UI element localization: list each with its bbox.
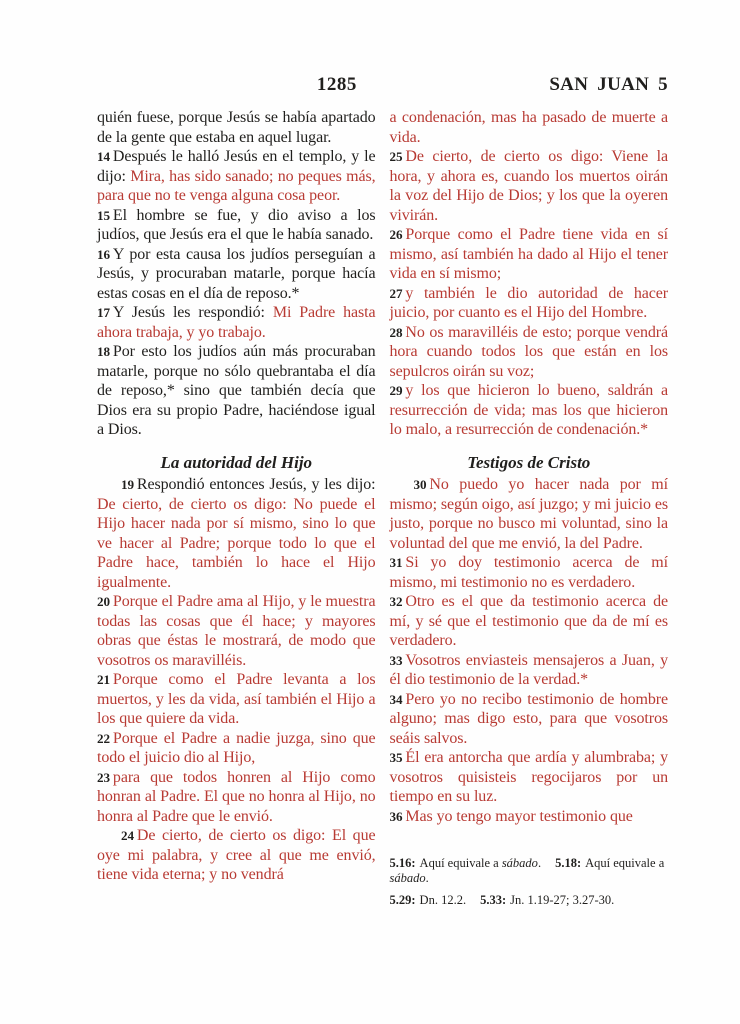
right-column — [390, 108, 669, 915]
red-letter-text: Porque el Padre ama al Hijo, y le muestra todas las cosas que él hace; y mayores obras que éstas le mostrará, de modo que vosotros os maravilléis. — [97, 593, 376, 669]
section-heading: Testigos de Cristo — [467, 452, 591, 472]
footnote-entry — [390, 856, 542, 870]
red-letter-text: De cierto, de cierto os digo: El que oye mi palabra, y cree al que me envió, tiene vida eterna; y no vendrá — [97, 827, 376, 883]
footnote-text: Aquí equivale a — [585, 856, 665, 870]
footnote-text: . — [537, 856, 542, 870]
footnote-reference: 5.29: — [389, 893, 416, 907]
verse — [97, 729, 376, 768]
footnote-text: sábado — [501, 856, 538, 870]
red-letter-text: Si yo doy testimonio acerca de mí mismo, mi testimonio no es verdadero. — [389, 554, 668, 591]
verse — [390, 651, 669, 690]
red-letter-text: No puedo yo hacer nada por mí mismo; según oigo, así juzgo; y mi juicio es justo, porque no busco mi voluntad, sino la voluntad del que me envió, la del Padre. — [389, 476, 668, 552]
red-letter-text: Porque el Padre a nadie juzga, sino que todo el juicio dio al Hijo, — [97, 729, 376, 766]
red-letter-text: y también le dio autoridad de hacer juicio, por cuanto es el Hijo del Hombre. — [389, 284, 668, 321]
verse-number: 28 — [389, 324, 403, 340]
red-letter-text: a condenación, mas ha pasado de muerte a vida. — [389, 109, 668, 146]
verse-number: 14 — [97, 149, 110, 164]
footnote-text: Aquí equivale a — [419, 856, 502, 870]
red-letter-text: Mas yo tengo mayor testimonio que — [405, 807, 633, 825]
red-letter-text: De cierto, de cierto os digo: No puede el Hijo hacer nada por sí mismo, sino lo que ve hacer al Padre; porque todo lo que el Padre hace, también lo hace el Hijo igualmente. — [97, 495, 376, 591]
verse-number: 27 — [389, 285, 403, 301]
verse-number: 29 — [389, 383, 403, 398]
verse — [97, 147, 376, 206]
text-columns — [97, 108, 668, 915]
red-letter-text: Porque como el Padre levanta a los muertos, y les da vida, así también el Hijo a los que quiere da vida. — [97, 671, 376, 727]
verse — [97, 206, 376, 245]
verse-number: 19 — [121, 477, 134, 492]
red-letter-text: Mira, has sido sanado; no peques más, para que no te venga alguna cosa peor. — [97, 167, 376, 204]
footnote-entry — [390, 893, 467, 907]
red-letter-text: para que todos honren al Hijo como honran al Padre. El que no honra al Hijo, no honra al Padre que le envió. — [97, 768, 376, 825]
verse-number: 17 — [97, 305, 110, 320]
verse-number: 18 — [97, 344, 110, 359]
verse — [97, 592, 376, 670]
page-header — [97, 74, 668, 98]
verse — [97, 475, 376, 592]
running-head: SAN JUAN 5 — [549, 74, 668, 95]
verse-number: 26 — [389, 227, 403, 242]
verse-number: 23 — [97, 769, 110, 785]
verse-number: 35 — [389, 750, 403, 765]
verse — [390, 690, 669, 749]
verse — [97, 245, 376, 304]
footnote-line — [390, 893, 669, 908]
footnote-text: . — [425, 871, 429, 885]
verse — [390, 284, 669, 323]
red-letter-text: No os maravilléis de esto; porque vendrá hora cuando todos los que están en los sepulcros oirán su voz; — [389, 323, 668, 380]
verse — [390, 475, 669, 553]
verse-number: 36 — [389, 808, 403, 824]
footnote-text: Jn. 1.19-27; 3.27-30. — [510, 893, 615, 907]
verse — [390, 323, 669, 382]
verse — [390, 748, 669, 807]
footnote-text: Dn. 12.2. — [419, 893, 467, 907]
verse-text: Y por esta causa los judíos perseguían a Jesús, y procuraban matarle, porque hacía estas cosas en el día de reposo.* — [97, 245, 376, 302]
red-letter-text: Porque como el Padre tiene vida en sí mismo, así también ha dado al Hijo el tener vida en sí mismo; — [389, 226, 668, 282]
verse — [390, 807, 669, 827]
red-letter-text: Él era antorcha que ardía y alumbraba; y vosotros quisisteis regocijaros por un tiempo en su luz. — [389, 749, 668, 805]
verse-continuation — [97, 108, 376, 147]
verse — [390, 225, 669, 284]
verse-text: Por esto los judíos aún más procuraban matarle, porque no sólo quebrantaba el día de reposo,* sino que también decía que Dios era su propio Padre, haciéndose igual a Dios. — [97, 343, 376, 438]
verse-number: 34 — [389, 691, 403, 707]
verse — [97, 826, 376, 885]
verse-number: 15 — [97, 207, 110, 223]
verse-number: 30 — [413, 477, 427, 492]
red-letter-text: y los que hicieron lo bueno, saldrán a resurrección de vida; mas los que hicieron lo malo, a resurrección de condenación.* — [389, 382, 668, 438]
red-letter-text: Vosotros enviasteis mensajeros a Juan, y él dio testimonio de la verdad.* — [389, 651, 668, 688]
verse-text: Respondió entonces Jesús, y les dijo: — [136, 476, 376, 493]
footnote-reference: 5.18: — [555, 856, 582, 870]
verse-number: 24 — [121, 828, 134, 843]
verse — [97, 670, 376, 729]
verse — [97, 768, 376, 827]
verse-number: 33 — [389, 652, 403, 668]
verse-number: 20 — [97, 594, 110, 609]
verse — [390, 147, 669, 225]
left-column — [97, 108, 376, 885]
footnote-text: sábado — [389, 871, 426, 885]
page-number: 1285 — [316, 74, 357, 95]
verse-number: 32 — [389, 594, 403, 609]
red-letter-text: Mi Padre hasta ahora trabaja, y yo trabajo. — [97, 304, 376, 341]
verse-number: 21 — [97, 672, 110, 687]
footnote-entry — [480, 893, 614, 907]
verse-text: Y Jesús les respondió: — [112, 304, 273, 321]
verse-number: 16 — [97, 246, 110, 262]
verse — [390, 592, 669, 651]
verse-continuation — [390, 108, 669, 147]
verse-number: 25 — [389, 149, 403, 164]
red-letter-text: Otro es el que da testimonio acerca de mí, y sé que el testimonio que da de mí es verdadero. — [389, 593, 668, 649]
verse — [390, 553, 669, 592]
footnote-line — [390, 856, 669, 886]
footnotes — [390, 856, 669, 908]
red-letter-text: Pero yo no recibo testimonio de hombre alguno; mas digo esto, para que vosotros seáis salvos. — [389, 690, 668, 747]
verse — [97, 303, 376, 342]
verse-text: El hombre se fue, y dio aviso a los judíos, que Jesús era el que le había sanado. — [97, 206, 376, 243]
red-letter-text: De cierto, de cierto os digo: Viene la hora, y ahora es, cuando los muertos oirán la voz del Hijo de Dios; y los que la oyeren vivirán. — [389, 148, 668, 224]
verse-text: quién fuese, porque Jesús se había apartado de la gente que estaba en aquel lugar. — [97, 109, 376, 146]
footnote-reference: 5.33: — [480, 893, 507, 907]
footnote-reference: 5.16: — [389, 856, 416, 870]
verse — [97, 342, 376, 440]
section-heading: La autoridad del Hijo — [160, 452, 313, 472]
verse — [390, 381, 669, 440]
verse-number: 31 — [389, 555, 403, 570]
verse-text: Después le halló Jesús en el templo, y le dijo: — [97, 148, 376, 185]
verse-number: 22 — [97, 730, 110, 746]
